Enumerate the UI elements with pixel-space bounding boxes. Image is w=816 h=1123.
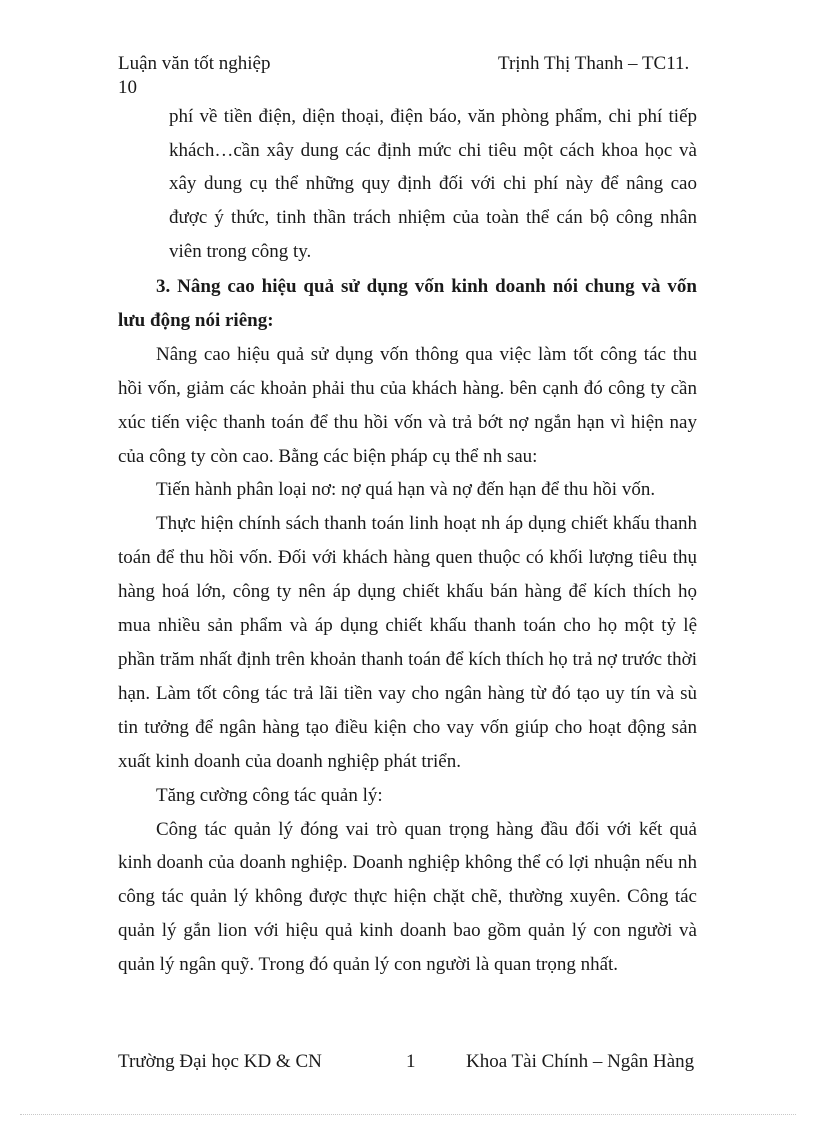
footer-department: Khoa Tài Chính – Ngân Hàng <box>466 1051 695 1072</box>
page-edge-divider <box>20 1114 796 1115</box>
section-body <box>118 270 697 982</box>
header-thesis-label: Luận văn tốt nghiệp <box>118 53 271 74</box>
footer-university: Trường Đại học KD & CN <box>118 1051 322 1072</box>
body-paragraph: Nâng cao hiệu quả sử dụng vốn thông qua việc làm tốt công tác thu hồi vốn, giảm các khoản phải thu của khách hàng. bên cạnh đó công ty cần xúc tiến việc thanh toán để thu hồi vốn và trả bớt nợ ngắn hạn vì hiện nay của công ty còn cao. Bằng các biện pháp cụ thể nh sau: <box>118 343 697 467</box>
body-paragraph: Công tác quản lý đóng vai trò quan trọng hàng đầu đối với kết quả kinh doanh của doanh nghiệp. Doanh nghiệp không thể có lợi nhuận nếu nh công tác quản lý không được thực hiện chặt chẽ, thường xuyên. Công tác quản lý gắn lion với hiệu quả kinh doanh bao gồm quản lý con người và quản lý ngân quỹ. Trong đó quản lý con người là quan trọng nhất. <box>118 818 697 976</box>
body-paragraph: Tăng cường công tác quản lý: <box>156 784 383 806</box>
header-page-number: 10 <box>118 77 137 98</box>
intro-paragraph: phí về tiền điện, diện thoại, điện báo, văn phòng phẩm, chi phí tiếp khách…cần xây dung các định mức chi tiêu một cách khoa học và xây dung cụ thể những quy định đối với chi phí này để nâng cao được ý thức, tinh thần trách nhiệm của toàn thể cán bộ công nhân viên trong công ty. <box>169 106 697 262</box>
header-author: Trịnh Thị Thanh – TC11. <box>498 53 690 74</box>
body-paragraph: Tiến hành phân loại nơ: nợ quá hạn và nợ đến hạn để thu hồi vốn. <box>156 479 656 501</box>
footer-page-number: 1 <box>406 1051 416 1072</box>
body-paragraph: Thực hiện chính sách thanh toán linh hoạt nh áp dụng chiết khấu thanh toán để thu hồi vốn. Đối với khách hàng quen thuộc có khối lượng tiêu thụ hàng hoá lớn, công ty nên áp dụng chiết khấu bán hàng để kích thích họ mua nhiều sản phẩm và áp dụng chiết khấu thanh toán cho họ một tỷ lệ phần trăm nhất định trên khoản thanh toán để kích thích họ trả nợ trước thời hạn. Làm tốt công tác trả lãi tiền vay cho ngân hàng từ đó tạo uy tín và sù tin tưởng để ngân hàng tạo điều kiện cho vay vốn giúp cho hoạt động sản xuất kinh doanh của doanh nghiệp phát triển. <box>118 513 697 772</box>
intro-paragraph-block <box>169 100 697 269</box>
section-heading: 3. Nâng cao hiệu quả sử dụng vốn kinh doanh nói chung và vốn lưu động nói riêng: <box>118 276 697 331</box>
